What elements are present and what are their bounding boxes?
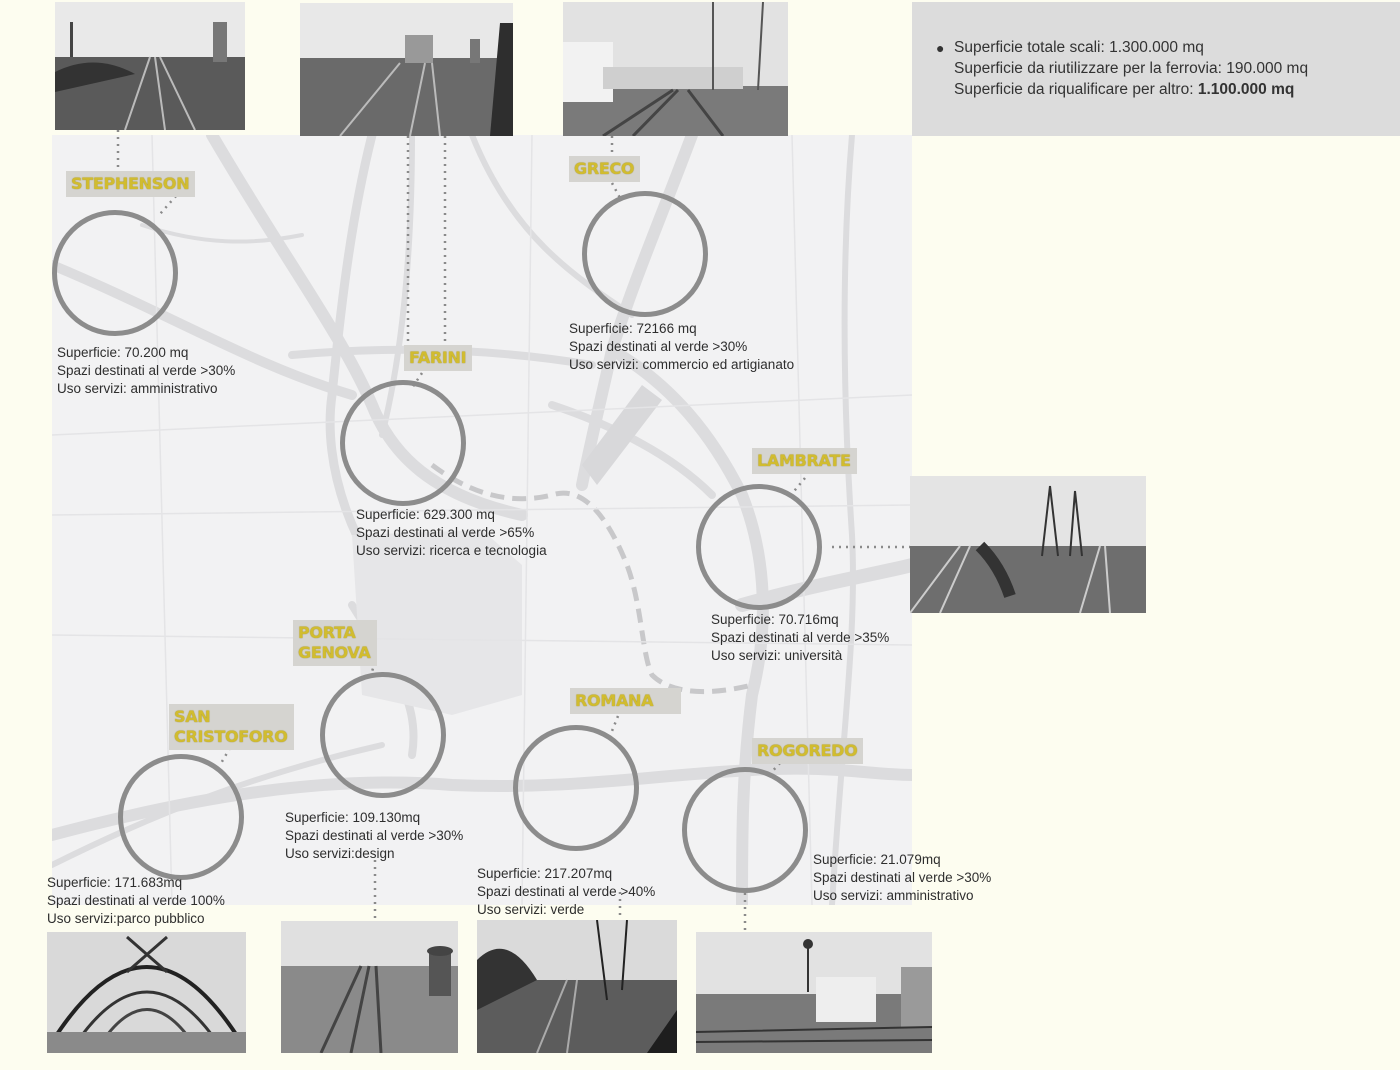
site-info-stephenson: Superficie: 70.200 mq Spazi destinati al verde >30% Uso servizi: amministrativo: [57, 345, 236, 396]
site-info-greco: Superficie: 72166 mq Spazi destinati al verde >30% Uso servizi: commercio ed artigianato: [569, 321, 795, 372]
photo-rogoredo: [696, 932, 932, 1053]
site-circle-greco: [582, 191, 708, 317]
photo-lambrate: [910, 476, 1146, 613]
summary-railway-area: Superficie da riutilizzare per la ferrovia: 190.000 mq: [954, 60, 1309, 77]
site-label-rogoredo: ROGOREDO: [752, 738, 863, 764]
bullet-icon: ●: [936, 40, 945, 56]
photo-san-cristoforo: [47, 932, 246, 1053]
site-circle-rogoredo: [682, 767, 808, 893]
site-info-lambrate: Superficie: 70.716mq Spazi destinati al verde >35% Uso servizi: università: [711, 612, 890, 663]
site-label-porta-genova: PORTA GENOVA: [293, 620, 377, 666]
site-info-san-cristoforo: Superficie: 171.683mq Spazi destinati al verde 100% Uso servizi:parco pubblico: [47, 875, 225, 926]
site-circle-lambrate: [696, 484, 822, 610]
site-circle-porta-genova: [320, 672, 446, 798]
site-label-san-cristoforo: SAN CRISTOFORO: [169, 704, 294, 750]
summary-redevelop-area: Superficie da riqualificare per altro: 1.100.000 mq: [954, 81, 1295, 98]
summary-total-area: Superficie totale scali: 1.300.000 mq: [954, 39, 1204, 56]
site-label-romana: ROMANA: [570, 688, 681, 714]
site-circle-romana: [513, 725, 639, 851]
photo-porta-genova: [281, 921, 458, 1053]
photo-romana: [477, 920, 677, 1053]
site-circle-san-cristoforo: [118, 754, 244, 880]
photo-stephenson: [55, 2, 245, 130]
photo-farini: [300, 3, 513, 136]
site-label-greco: GRECO: [569, 156, 640, 182]
site-label-lambrate: LAMBRATE: [752, 448, 857, 474]
site-info-porta-genova: Superficie: 109.130mq Spazi destinati al verde >30% Uso servizi:design: [285, 810, 464, 861]
photo-greco: [563, 2, 788, 136]
site-info-farini: Superficie: 629.300 mq Spazi destinati al verde >65% Uso servizi: ricerca e tecnologia: [356, 507, 547, 558]
site-circle-farini: [340, 380, 466, 506]
site-circle-stephenson: [52, 210, 178, 336]
site-info-rogoredo: Superficie: 21.079mq Spazi destinati al verde >30% Uso servizi: amministrativo: [813, 852, 992, 903]
site-label-stephenson: STEPHENSON: [66, 171, 195, 197]
site-info-romana: Superficie: 217.207mq Spazi destinati al verde >40% Uso servizi: verde: [477, 866, 656, 917]
site-label-farini: FARINI: [404, 345, 472, 371]
